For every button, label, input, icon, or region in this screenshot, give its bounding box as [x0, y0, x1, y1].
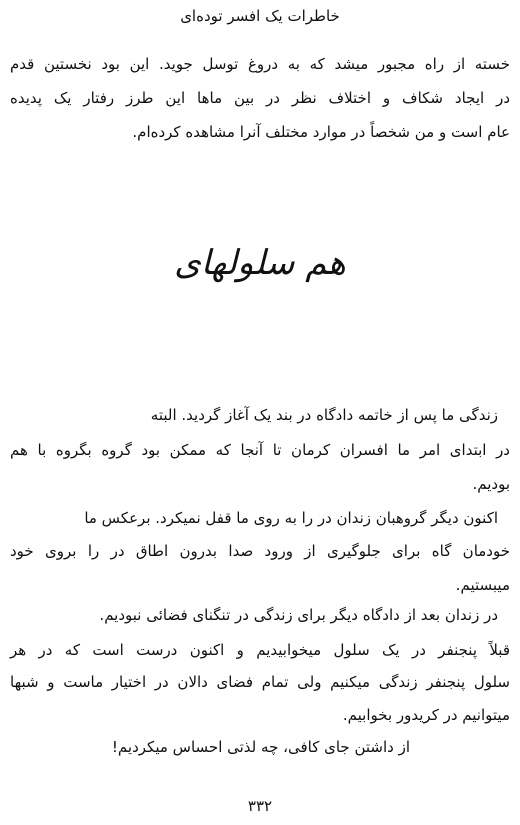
body-line-2: در ابتدای امر ما افسران کرمان تا آنجا که ممکن بود گروه بگروه با هم — [10, 441, 510, 459]
running-header: خاطرات یک افسر توده‌ای — [180, 7, 340, 25]
body-line-10: میتوانیم در کریدور بخوابیم. — [342, 706, 510, 724]
body-line-1: زندگی ما پس از خاتمه دادگاه در بند یک آغاز گردید. البته — [150, 406, 498, 424]
body-line-11: از داشتن جای کافی، چه لذتی احساس میکردیم! — [111, 738, 410, 756]
body-line-3: بودیم. — [472, 475, 510, 493]
body-line-6: میبستیم. — [455, 576, 510, 594]
section-title: هم سلولهای — [174, 243, 346, 283]
body-line-9: سلول پنجنفر زندگی میکنیم ولی تمام فضای دالان در اختیار ماست و شبها — [10, 673, 510, 691]
page-number: ۳۳۲ — [247, 797, 273, 815]
intro-line-1: خسته از راه مجبور میشد که به دروغ توسل جوید. این بود نخستین قدم — [10, 55, 510, 73]
intro-line-2: در ایجاد شکاف و اختلاف نظر در بین ما‌ها این طرز رفتار یک پدیده — [10, 89, 510, 107]
body-line-5: خودمان گاه برای جلوگیری از ورود صدا بدرون اطاق در را بروی خود — [10, 542, 510, 560]
intro-line-3: عام است و من شخصاً در موارد مختلف آنرا مشاهده کرده‌ام. — [132, 123, 510, 141]
body-line-7: در زندان بعد از دادگاه دیگر برای زندگی در تنگنای فضائی نبودیم. — [99, 606, 498, 624]
body-line-4: اکنون دیگر گروهبان زندان در را به روی ما قفل نمیکرد. برعکس ما — [84, 509, 498, 527]
body-line-8: قبلاً پنجنفر در یک سلول میخوابیدیم و اکنون درست است که در هر — [10, 641, 510, 659]
